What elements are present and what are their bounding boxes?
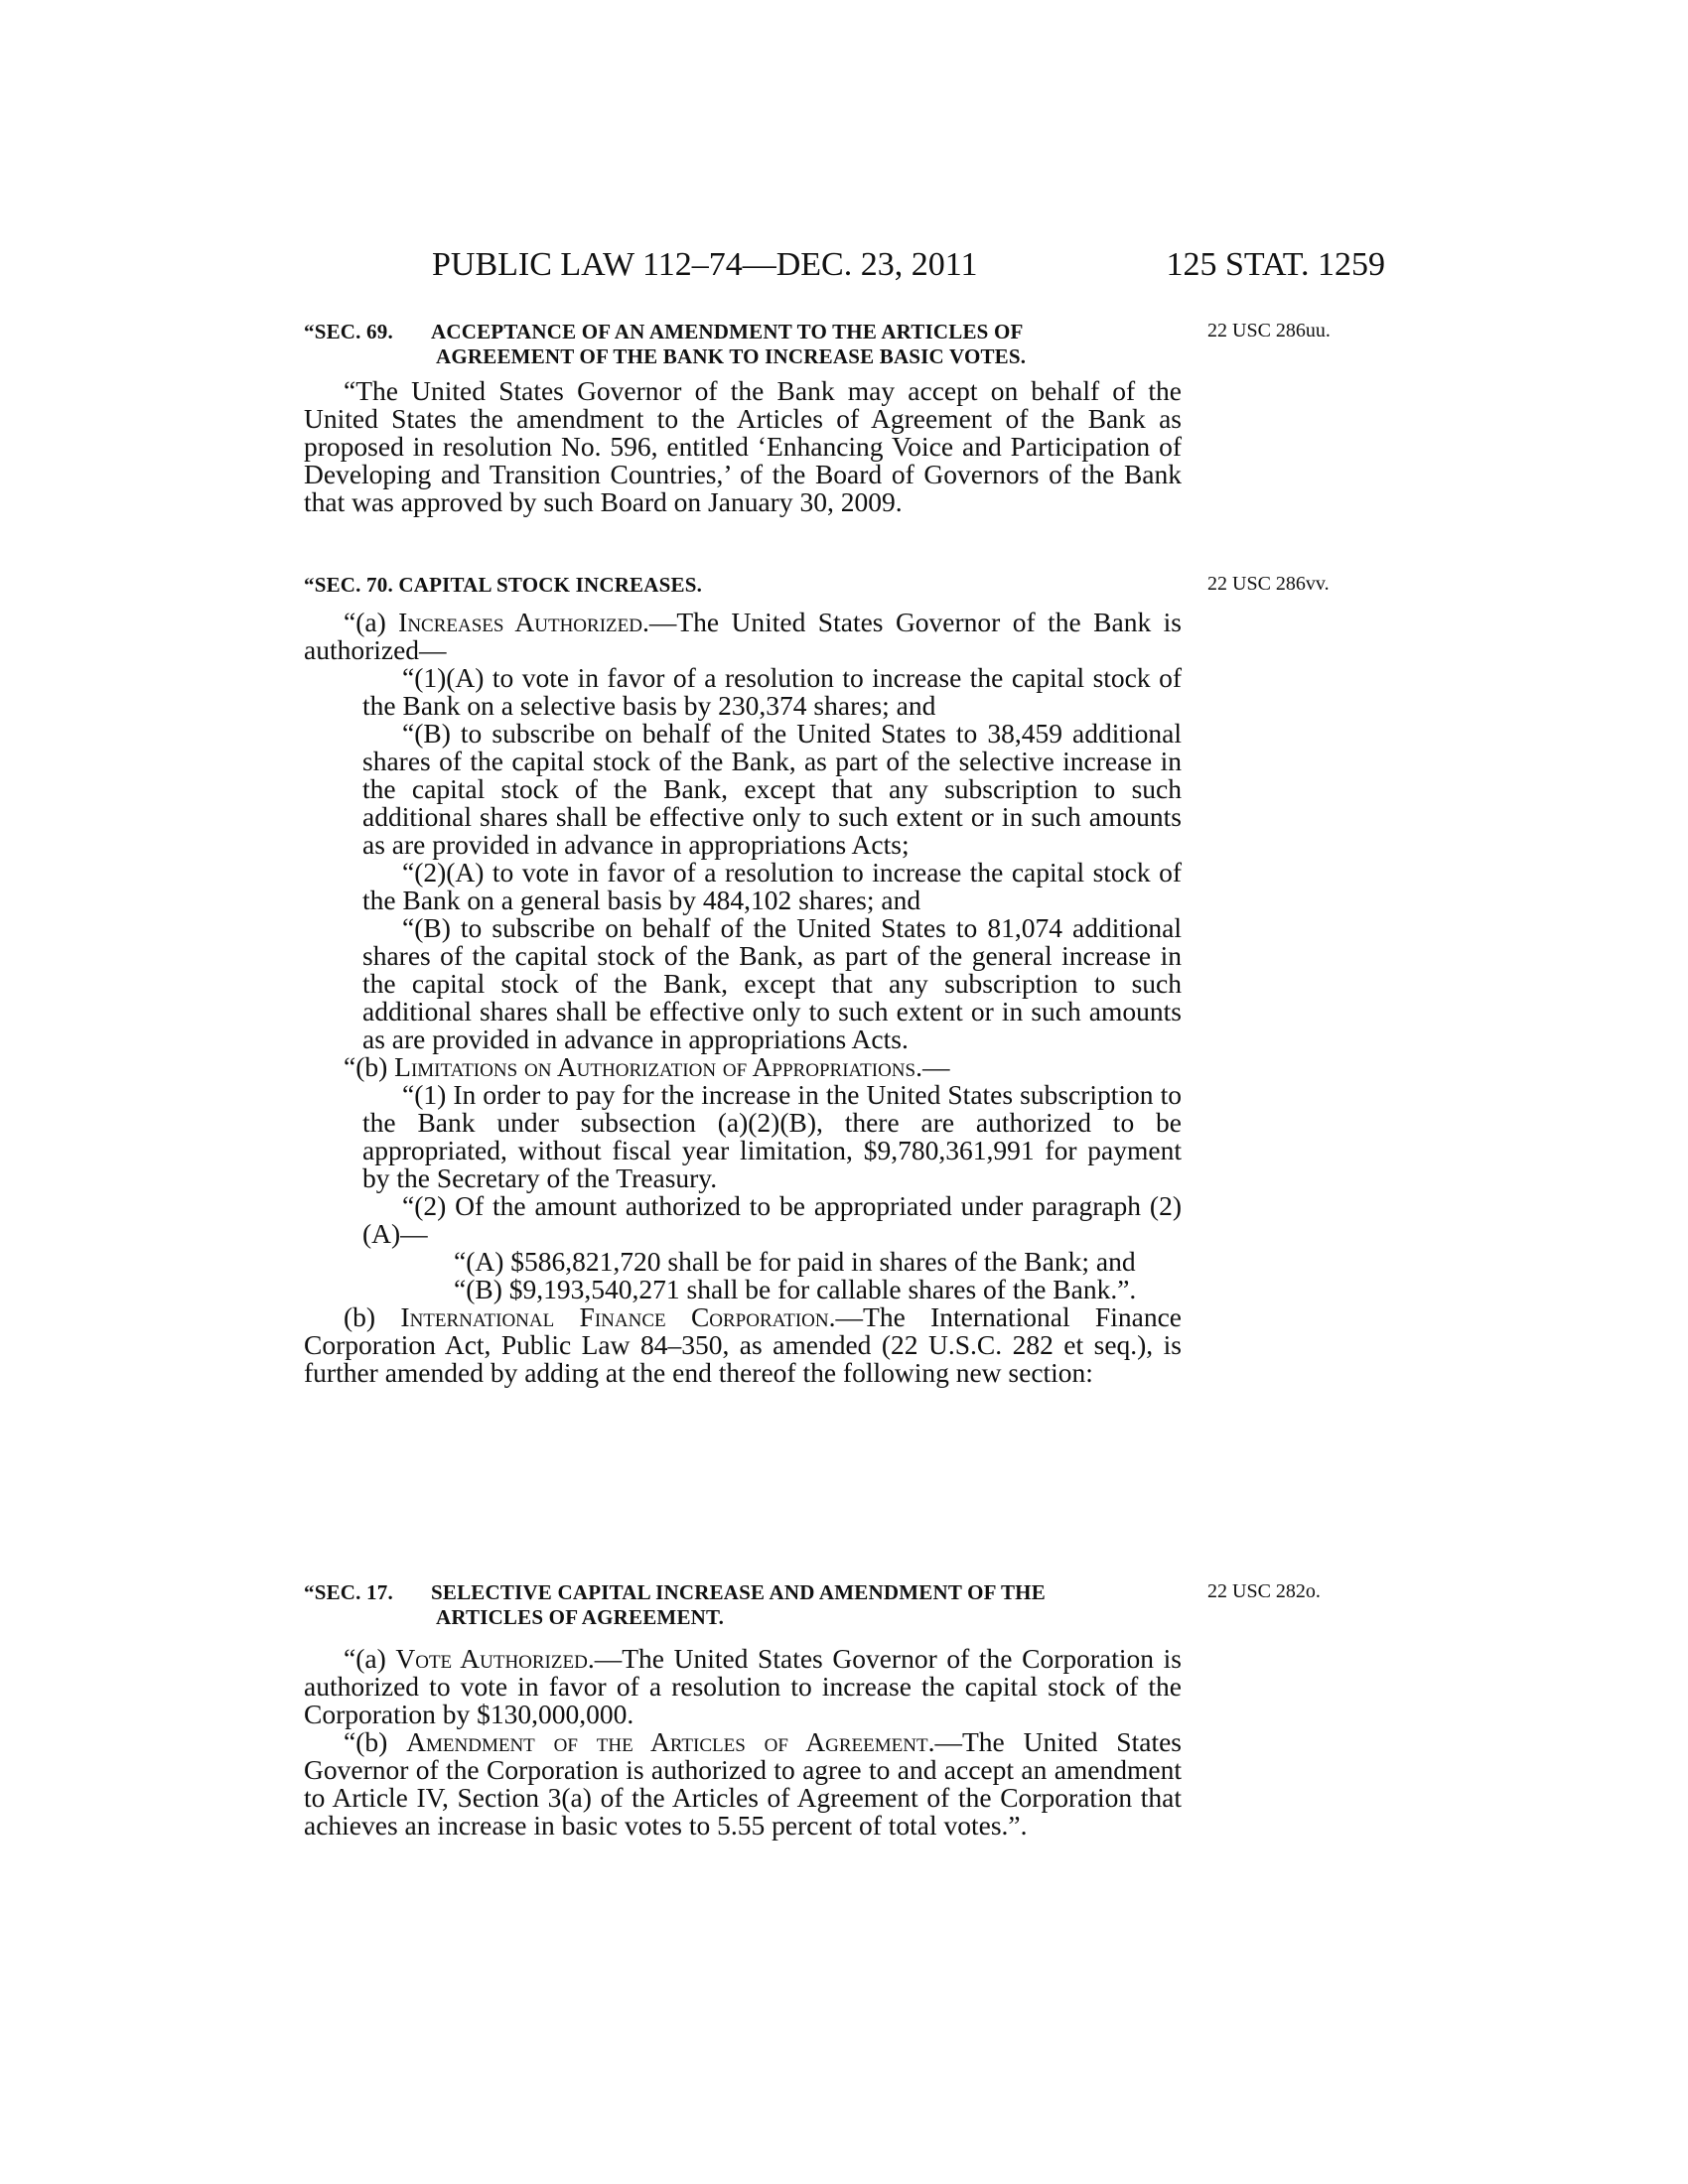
sec70-b2: “(2) Of the amount authorized to be appropriated under paragraph (2)(A)— xyxy=(362,1190,1182,1249)
sec17-heading-line1: SELECTIVE CAPITAL INCREASE AND AMENDMENT OF THE xyxy=(431,1580,1046,1604)
sec70-b2A: “(A) $586,821,720 shall be for paid in shares of the Bank; and xyxy=(454,1246,1136,1277)
ifc-amendment xyxy=(304,1303,1182,1387)
sec70-a1B: “(B) to subscribe on behalf of the United States to 38,459 additional shares of the capital stock of the Bank, as part of the selective increase in the capital stock of the Bank, except that any subscription to such additional shares shall be effective only to such extent or in such amounts as are provided in advance in appropriations Acts; xyxy=(362,718,1182,860)
sec69-heading-line2: AGREEMENT OF THE BANK TO INCREASE BASIC VOTES. xyxy=(436,344,1027,368)
sec69-heading xyxy=(304,320,1182,369)
sec17-number: “SEC. 17. xyxy=(304,1580,393,1604)
ifc-caption: International Finance Corporation xyxy=(400,1301,829,1332)
margin-note-sec69: 22 USC 286uu. xyxy=(1207,320,1331,341)
sec70-subsection-a xyxy=(304,609,1182,664)
sec17-b-caption: Amendment of the Articles of Agreement xyxy=(406,1726,928,1757)
header-law-citation: PUBLIC LAW 112–74—DEC. 23, 2011 xyxy=(432,246,978,283)
sec70-subsection-b xyxy=(304,1053,1182,1081)
margin-note-sec70: 22 USC 286vv. xyxy=(1207,573,1330,595)
sec70-a1A: “(1)(A) to vote in favor of a resolution to increase the capital stock of the Bank on a selective basis by 230,374 shares; and xyxy=(362,662,1182,721)
ifc-text: .—The International Finance Corporation Act, Public Law 84–350, as amended (22 U.S.C. 282 et seq.), is further amended by adding at the end thereof the following new section: xyxy=(304,1301,1182,1388)
sec70-a-lead: “(a) xyxy=(344,607,399,637)
sec70-body xyxy=(304,609,1182,1387)
ifc-lead: (b) xyxy=(344,1301,401,1332)
sec70-a-caption: Increases Authorized xyxy=(398,607,642,637)
sec17-b-lead: “(b) xyxy=(344,1726,407,1757)
sec69-body xyxy=(304,377,1182,516)
sec70-a2B: “(B) to subscribe on behalf of the United States to 81,074 additional shares of the capital stock of the Bank, as part of the general increase in the capital stock of the Bank, except that any subscription to such additional shares shall be effective only to such extent or in such amounts as are provided in advance in appropriations Acts. xyxy=(362,912,1182,1054)
sec70-a-text: .—The United States Governor of the Bank is authorized— xyxy=(304,607,1182,665)
sec17-b-text: .—The United States Governor of the Corporation is authorized to agree to and accept an amendment to Article IV, Section 3(a) of the Articles of Agreement of the Corporation that achieves an increase in basic votes to 5.55 percent of total votes.”. xyxy=(304,1726,1182,1841)
sec17-heading xyxy=(304,1580,1182,1630)
sec17-a-caption: Vote Authorized xyxy=(395,1643,588,1674)
sec17-subsection-a xyxy=(304,1645,1182,1728)
sec69-number: “SEC. 69. xyxy=(304,320,393,343)
sec70-b1: “(1) In order to pay for the increase in the United States subscription to the Bank under subsection (a)(2)(B), there are authorized to be appropriated, without fiscal year limitation, $9,780,361,991 for payment by the Secretary of the Treasury. xyxy=(362,1079,1182,1193)
header-stat-page: 125 STAT. 1259 xyxy=(1166,246,1385,283)
sec17-body xyxy=(304,1645,1182,1840)
sec70-b-caption: Limitations on Authorization of Appropriations xyxy=(394,1051,916,1082)
sec69-paragraph: “The United States Governor of the Bank may accept on behalf of the United States the amendment to the Articles of Agreement of the Bank as proposed in resolution No. 596, entitled ‘Enhancing Voice and Participation of Developing and Transition Countries,’ of the Board of Governors of the Bank that was approved by such Board on January 30, 2009. xyxy=(304,375,1182,517)
running-header xyxy=(432,246,1385,286)
sec17-a-text: .—The United States Governor of the Corporation is authorized to vote in favor of a resolution to increase the capital stock of the Corporation by $130,000,000. xyxy=(304,1643,1182,1729)
sec70-b-text: .— xyxy=(915,1051,950,1082)
margin-note-sec17: 22 USC 282o. xyxy=(1207,1580,1321,1602)
sec17-a-lead: “(a) xyxy=(344,1643,396,1674)
sec69-heading-line1: ACCEPTANCE OF AN AMENDMENT TO THE ARTICLES OF xyxy=(431,320,1024,343)
sec70-b-lead: “(b) xyxy=(344,1051,395,1082)
sec17-subsection-b xyxy=(304,1728,1182,1840)
sec70-a2A: “(2)(A) to vote in favor of a resolution to increase the capital stock of the Bank on a general basis by 484,102 shares; and xyxy=(362,857,1182,915)
sec17-heading-line2: ARTICLES OF AGREEMENT. xyxy=(436,1605,725,1629)
sec70-heading: “SEC. 70. CAPITAL STOCK INCREASES. xyxy=(304,573,703,597)
sec70-b2B: “(B) $9,193,540,271 shall be for callable shares of the Bank.”. xyxy=(454,1274,1137,1304)
